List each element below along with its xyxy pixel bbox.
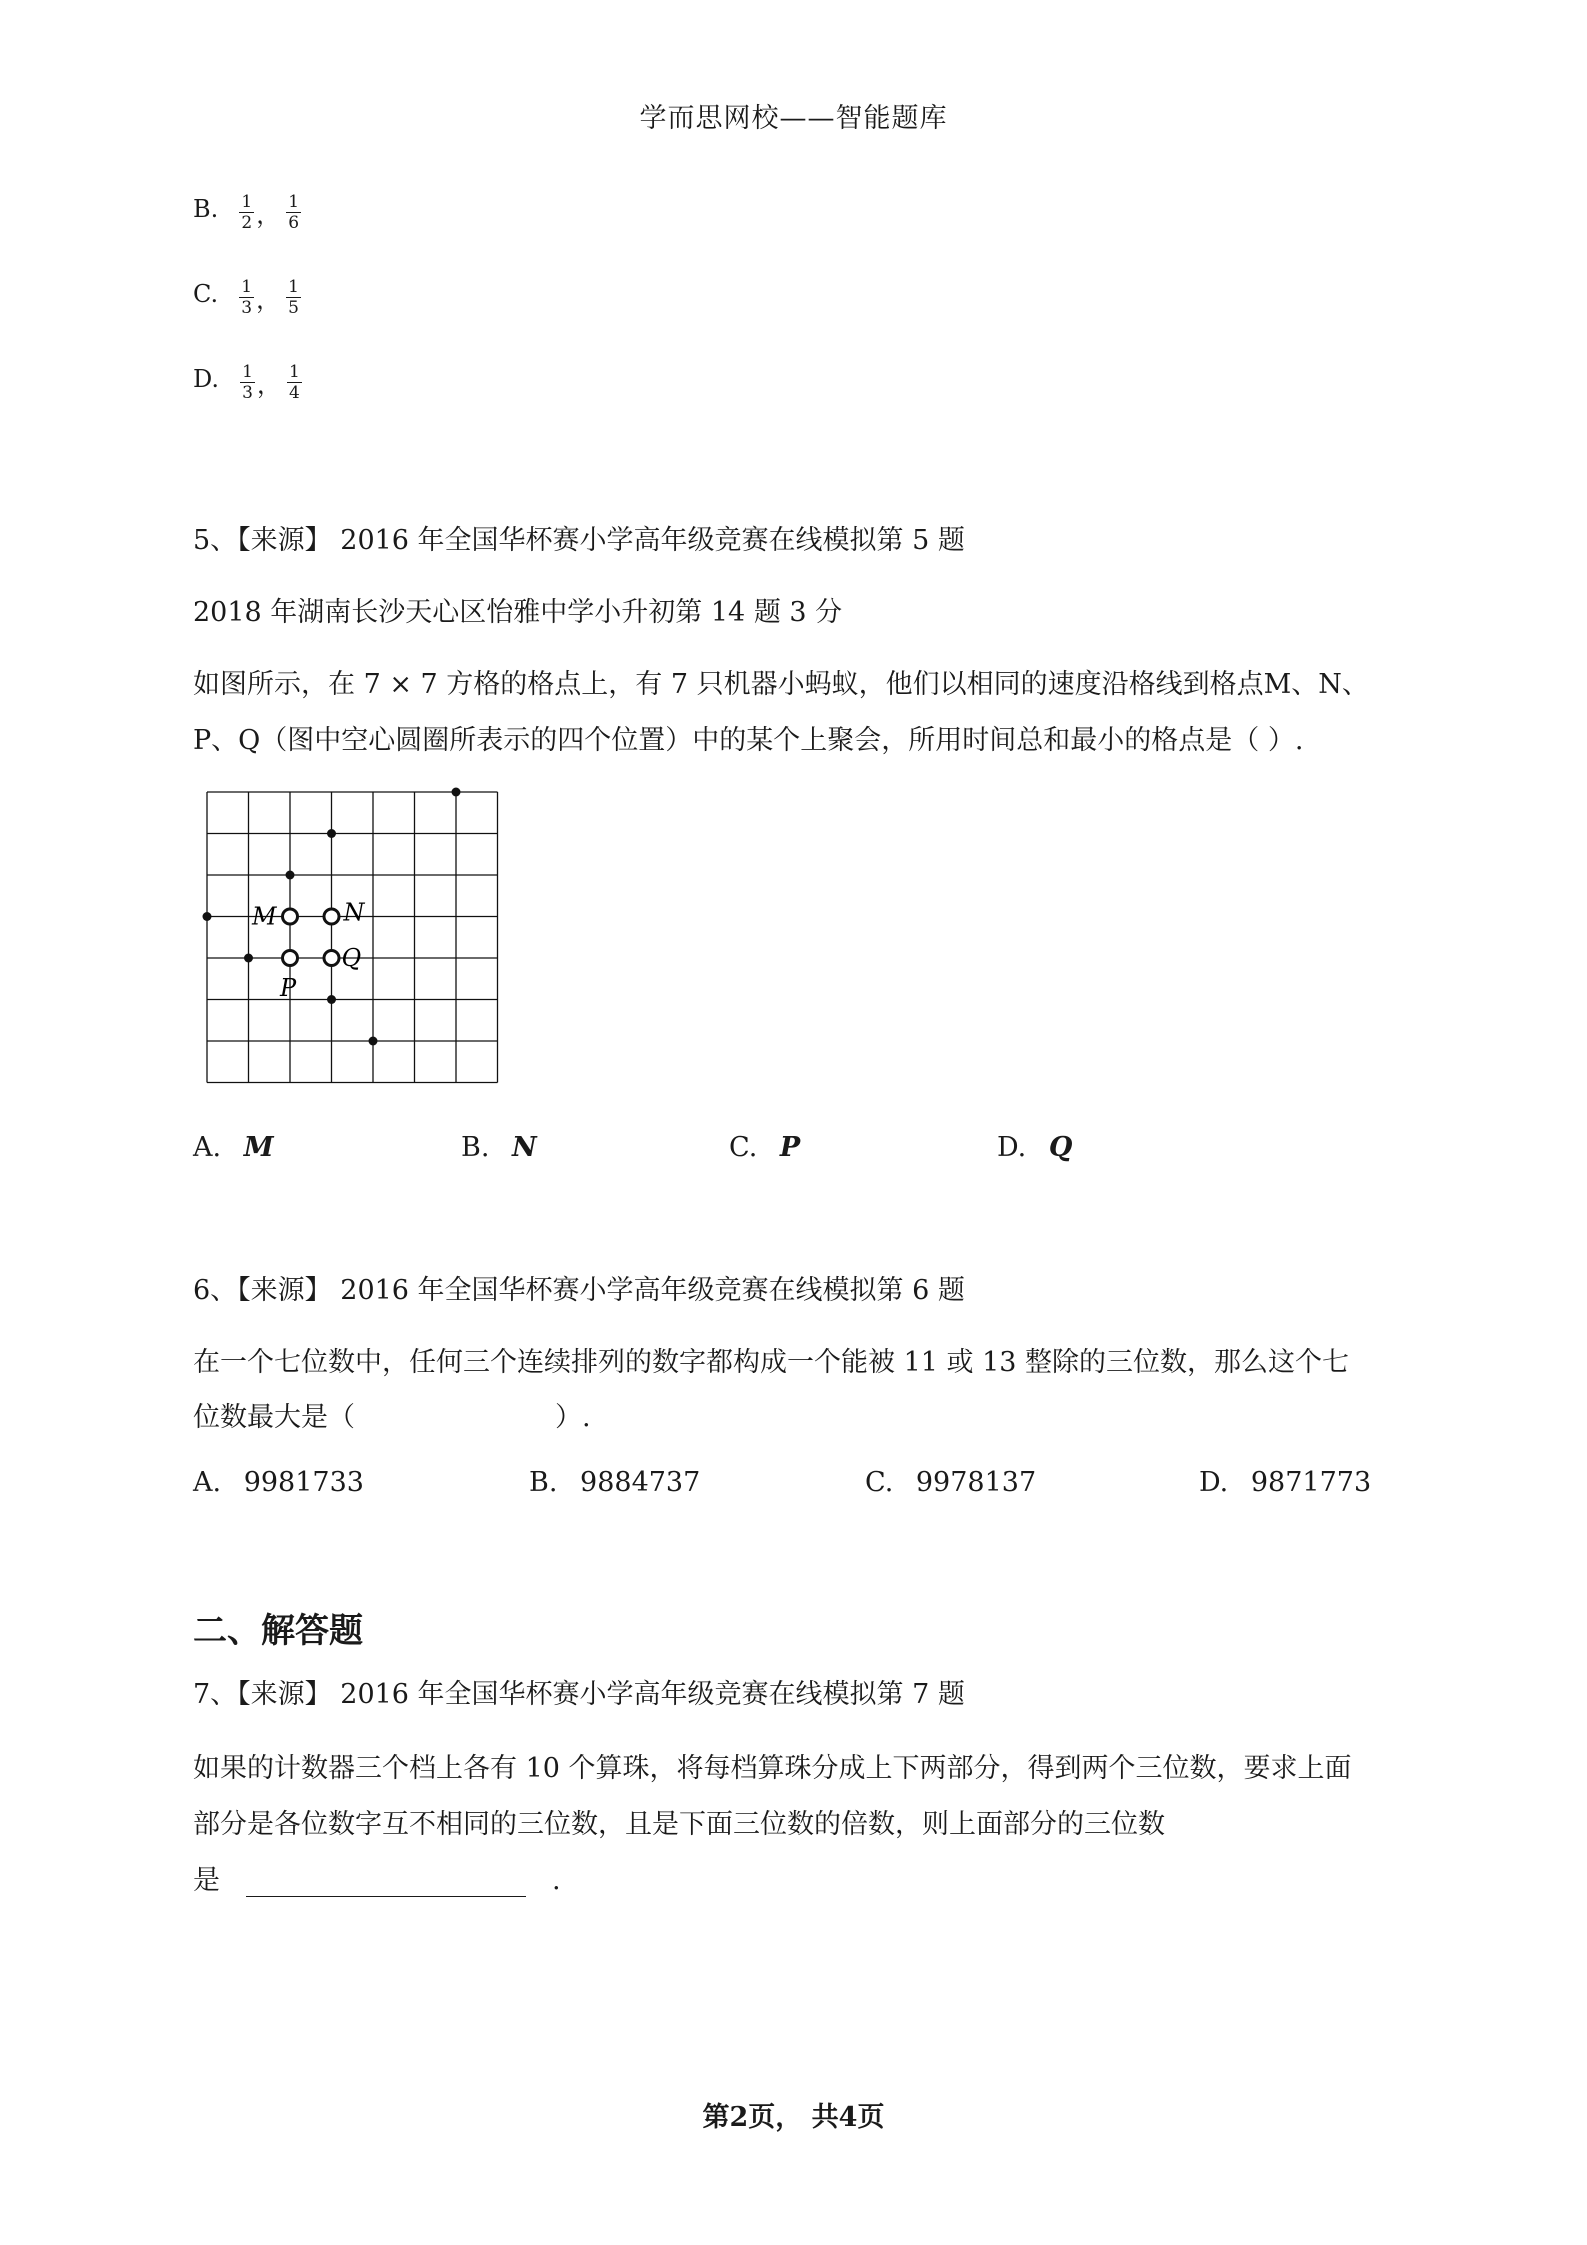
option-letter: A. [193,1467,222,1498]
stem-text: 是 [193,1865,220,1896]
option-letter: B. [461,1132,490,1163]
option-value: 9981733 [243,1467,364,1498]
fraction: $\frac{1}{4}$ [288,362,300,403]
stem-text: ）. [555,1402,591,1433]
q5-option-d[interactable] [997,1132,1072,1163]
q7-source: 7、【来源】 2016 年全国华杯赛小学高年级竞赛在线模拟第 7 题 [193,1679,965,1710]
label-p: P [280,974,297,1002]
stem-text: 位数最大是（ [193,1402,355,1433]
q6-option-a[interactable] [193,1467,364,1498]
q4-option-b[interactable]: B. $\frac{1}{2}$ ， $\frac{1}{6}$ [193,192,300,233]
ant-dot [452,788,461,797]
answer-blank[interactable] [246,1868,526,1897]
q5-option-b[interactable] [461,1132,537,1163]
fraction: $\frac{1}{3}$ [242,362,253,403]
fraction: $\frac{1}{5}$ [288,277,299,318]
meeting-point-circle [283,909,298,924]
q6-option-c[interactable] [865,1467,1036,1498]
q5-option-c[interactable] [729,1132,800,1163]
q5-stem-line-2: P、Q（图中空心圆圈所表示的四个位置）中的某个上聚会，所用时间总和最小的格点是（ ）. [193,725,1304,756]
ant-dot [286,871,295,880]
q6-source: 6、【来源】 2016 年全国华杯赛小学高年级竞赛在线模拟第 6 题 [193,1275,965,1306]
option-letter: D. [1199,1467,1229,1498]
ant-dot [244,954,253,963]
option-value: 9978137 [915,1467,1037,1498]
q5-source-2: 2018 年湖南长沙天心区怡雅中学小升初第 14 题 3 分 [193,597,843,628]
option-value: Q [1048,1132,1073,1163]
fraction: $\frac{1}{6}$ [288,192,300,233]
meeting-point-circle [324,909,339,924]
ant-dot [203,912,212,921]
grid-lines [207,792,498,1083]
fraction: $\frac{1}{3}$ [241,277,253,318]
q7-stem-line-3 [193,1858,561,1897]
option-value: P [779,1132,801,1163]
q7-stem-line-2: 部分是各位数字互不相同的三位数，且是下面三位数的倍数，则上面部分的三位数 [193,1809,1165,1840]
q6-stem-line-1: 在一个七位数中，任何三个连续排列的数字都构成一个能被 11 或 13 整除的三位数，那么这个七 [193,1347,1350,1378]
option-letter: B. [193,195,219,223]
page-footer: 第2页， 共4页 [702,2102,885,2133]
option-letter: C. [193,280,219,308]
option-value: 9871773 [1250,1467,1372,1498]
label-n: N [343,898,365,927]
ant-dot [327,829,336,838]
option-letter: D. [997,1132,1027,1163]
meeting-point-circle [283,951,298,966]
q4-option-c[interactable]: C. $\frac{1}{3}$ ， $\frac{1}{5}$ [193,277,299,318]
option-value: N [512,1132,537,1163]
option-letter: C. [865,1467,894,1498]
q5-stem-line-1: 如图所示，在 7 × 7 方格的格点上，有 7 只机器小蚂蚁，他们以相同的速度沿格线到格点M、N、 [193,669,1369,700]
q6-option-b[interactable] [529,1467,700,1498]
option-value: 9884737 [580,1467,701,1498]
option-value: M [243,1132,274,1163]
ant-dot [369,1037,378,1046]
q7-stem-line-1: 如果的计数器三个档上各有 10 个算珠，将每档算珠分成上下两部分，得到两个三位数，要求上面 [193,1753,1352,1784]
stem-text: . [552,1865,561,1896]
q4-option-d[interactable]: D. $\frac{1}{3}$ ， $\frac{1}{4}$ [193,362,300,403]
label-m: M [252,902,277,931]
q5-grid-figure [195,780,515,1100]
option-letter: D. [193,365,220,393]
label-q: Q [341,944,362,972]
option-letter: A. [193,1132,222,1163]
meeting-points [283,909,340,966]
q6-stem-line-2 [193,1395,591,1434]
page-header: 学而思网校——智能题库 [639,103,948,134]
ant-dot [327,995,336,1004]
q6-option-d[interactable] [1199,1467,1371,1498]
fraction: $\frac{1}{2}$ [241,192,253,233]
q5-source: 5、【来源】 2016 年全国华杯赛小学高年级竞赛在线模拟第 5 题 [193,525,965,556]
meeting-point-circle [324,951,339,966]
option-letter: B. [529,1467,558,1498]
option-letter: C. [729,1132,758,1163]
section-title: 二、解答题 [193,1611,363,1651]
q5-option-a[interactable] [193,1132,274,1163]
